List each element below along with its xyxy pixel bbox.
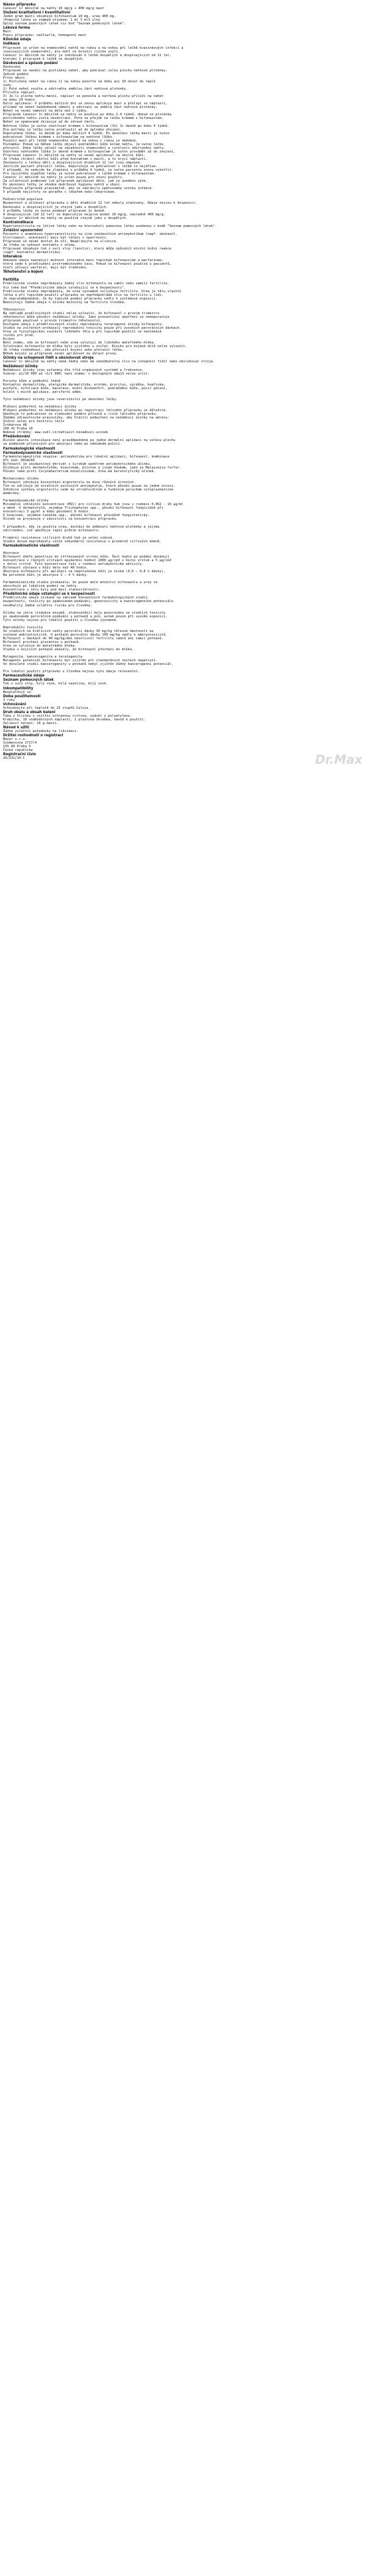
text-line: Je třeba se vyhnout kontaktu s očima. [3, 243, 77, 247]
text-line: Přípravek je určen na onemocnění nehtů na rukou a na nohou při léčbě kvasinkových infekcí a [3, 46, 184, 50]
text-line: Bifonazol prochází placentou u potkanů. [3, 640, 81, 644]
text-line: Neexistují žádné údaje o účinku močoviny na fertilitu člověka. [3, 300, 126, 304]
text-line: Přípravek Canesor 1× měsíčně na nehty se nesmí aplikovat na okolní kůži. [3, 153, 146, 157]
text-line: Kojení [3, 337, 15, 342]
text-line: membrány. [3, 492, 21, 496]
text-line: Není známo, zda se bifonazol nebo urea vylučují do lidského mateřského mléka. [3, 341, 156, 345]
text-line: Koncentrace v séru byly pod mezí stanovitelnosti. [3, 588, 101, 592]
text-line: ATC kód: D01AC60 [3, 458, 35, 462]
text-line: Další aplikace: V průběhu dalších dní se znovu aplikuje mast a přelepí se náplastí, [3, 102, 168, 106]
text-line: Ošetření nehtového lůžka 1× denně krémem s bifonazolem je nutno provádět až do zhojení. [3, 149, 176, 154]
text-line: Hypersenzitivita na léčivé látky nebo na kteroukoli pomocnou látku uvedenou v bodě "Seznam pomocných látek". [3, 224, 217, 228]
text-line: Canesor 1× měsíčně na nehty je určen pouze pro zevní použití. [3, 176, 124, 180]
text-line: 155 00 Praha 5 [3, 745, 31, 749]
text-line: Předklinické údaje získané na základě konvenčních farmakologických studií [3, 596, 148, 600]
text-line: Studie u kojících potkanů ukázaly, že bifonazol přechází do mléka. [3, 648, 134, 652]
text-line: Je třeba chránit okolní kůži před kontaktem s mastí, a to krycí náplastí. [3, 157, 148, 161]
text-line: V případech, kdy je použita urea, dochází ke změknutí nehtové ploténky a jejímu [3, 525, 160, 529]
text-line: Dostupné údaje z předklinických studií neprokázaly teratogenní účinky bifonazolu. [3, 322, 163, 326]
text-line: po opakovaném perorálním podávání u potkanů a psů, avšak pouze při vysoké expozici. [3, 614, 168, 619]
text-line: puchýře, exfoliace kůže, macerace, kožní diskomfort, podráždění kůže, pocit pálení, [3, 386, 168, 390]
section-heading: Léková forma [3, 26, 30, 30]
text-line: koncentrace v různých vrstvách epidermis hodnot 1000 µg/cm3 v horní vrstvě a 5 µg/cm3 [3, 558, 171, 562]
text-line: Urea je fyziologickou součástí lidského těla a při topickém použití se neočekává [3, 330, 162, 334]
text-line: látka a při topickém použití přípravku se nepředpokládá vliv na fertilitu u lidí. [3, 293, 163, 297]
text-line: A dospívajícím (od 12 let) se doporučuje nejprve podat 10 mg/g, následně 400 mg/g. [3, 212, 166, 217]
text-line: Nehet se nesmí namočit na déle než 2 týdny. [3, 109, 88, 113]
text-line: Přiložte náplast. [3, 91, 37, 95]
text-line: První měsíc [3, 76, 25, 80]
text-line: Viz také bod "Předklinické údaje vztahující se k bezpečnosti". [3, 285, 126, 290]
text-line: těhotenství může působit nežádoucí účinky. Jako preventivní opatření se nedoporučuje [3, 315, 170, 319]
text-line: Vylučování bifonazolu do mléka bylo zjištěno u zvířat. Riziko pro kojené dítě nelze vyloučit. [3, 345, 187, 349]
text-line: Absorpce [3, 551, 19, 555]
section-heading: Farmakokinetické vlastnosti [3, 544, 59, 548]
text-line: přípravek používat v prvním trimestru těhotenství. [3, 318, 102, 323]
section-heading: Seznam pomocných látek [3, 678, 54, 683]
text-line: Poruchy kůže a podkožní tkáně [3, 379, 61, 383]
text-line: Primární rezistence citlivých druhů hub je velmi vzácná. [3, 536, 114, 540]
text-line: Během kojení se přípravek nesmí aplikovat na oblast prsou. [3, 352, 118, 356]
text-line: Přípravek Canesor 1× měsíčně na nehty se používá po dobu 2-4 týdnů, dokud se ploténka [3, 113, 171, 117]
text-line: Je třeba rozhodnout, zda přerušit kojení nebo přerušit léčbu. [3, 348, 124, 353]
text-line: Dávkování u dospívajících je stejné jako u dospělých. [3, 205, 109, 209]
section-heading: Doba použitelnosti [3, 694, 41, 698]
text-line: Mechanismus účinku [3, 476, 39, 481]
text-line: Jeden gram masti obsahuje bifonazolum 10 mg, urea 400 mg. [3, 15, 116, 19]
text-line: a méně. U dermatofytů, zejména Trichophyton spp., působí bifonazol fungicidně při [3, 506, 163, 511]
text-line: Farmakokinetická studie prokázala, že pouze malé množství bifonazolu a urey se [3, 581, 158, 585]
text-line: přičemž se nehet každodenně odmočí a odstraní se změklá část nehtové ploténky. [3, 106, 158, 110]
section-heading: Kontraindikace [3, 220, 34, 224]
text-line: Bezpečnost a účinnost přípravku u dětí mladších 12 let nebyly stanoveny. Údaje nejsou k dispozici. [3, 201, 198, 206]
text-line: koncentraci 5 µg/ml a dobu působení 6 hodin. [3, 510, 90, 514]
text-line: 26/231/10-C [3, 756, 25, 761]
section-heading: Farmakologické vlastnosti [3, 447, 56, 451]
text-line: Poznámka: Pokud se během léčby objeví podráždění kůže kolem nehtu, je nutno léčbu [3, 142, 163, 146]
text-line: Způsob podání [3, 72, 29, 76]
text-line [3, 274, 363, 278]
text-line: Jestliže pacient přerušil léčbu, doporučuje se pokračovat v léčbě co nejdříve. [3, 165, 158, 169]
text-line: Těhotenství [3, 307, 25, 312]
text-line: zvýšené embryotoxicitě. U potkanů perorální dávky 100 mg/kg vedly k embryotoxicitě. [3, 633, 168, 637]
section-heading: Indikace [3, 42, 20, 46]
text-line: Preklinické studie neprokázaly žádný vliv bifonazolu na samčí nebo samičí fertilitu. [3, 282, 170, 286]
text-line: Ve dvouleté studii kancerogenity u potkanů nebyl zjištěn žádný kancerogenní potenciál. [3, 662, 174, 667]
text-line: Minimální inhibiční koncentrace (MIC) pro citlivé druhy hub jsou v rozmezí 0,062 - 16 µg/ml [3, 503, 184, 507]
text-line: Tyto nežádoucí účinky jsou reverzibilní po ukončení léčby. [3, 397, 118, 401]
section-heading: Nežádoucí účinky [3, 364, 38, 368]
text-line: klotrimazol, mikonazol) mají být léčeni s opatrností. [3, 235, 109, 240]
text-line: U kvasinek, zejména Candida spp., působí bifonazol převážně fungistaticky. [3, 514, 150, 518]
text-line: Je nepravděpodobné, že by topické podání přípravku vedlo k systémové expozici. [3, 296, 158, 301]
text-line: V případě, že nedojde ke zlepšení v průběhu 4 týdnů, je nutno pacienta znovu vyšetřit. [3, 168, 174, 173]
text-line: 3) Je-li plocha nehtu menší, náplast se ponechá a natřená plochu přiloží na nehet [3, 95, 163, 99]
text-line: 100 41 Praha 10 [3, 427, 33, 431]
text-line: Účinky na játra (indukce enzymů, ztukovatění) byly pozorovány ve studiích toxicity [3, 611, 166, 615]
text-line: Ve studiích na králících vedly perorální dávky 30 mg/kg tělesné hmotnosti ke [3, 629, 154, 633]
text-line: Bifonazol dobře penetruje do infikovaných vrstev kůže. Šest hodin po podání dosahují [3, 554, 170, 559]
text-line: Nehet se opakovaně zkracuje až do zdravé části. [3, 120, 96, 124]
text-line: Absorpce bifonazolu při aplikaci na neporušenou kůži je nízká (0,6 – 0,8 % dávky). [3, 570, 166, 574]
text-line: Hlášení podezření na nežádoucí účinky po registraci léčivého přípravku je důležité. [3, 409, 168, 413]
text-line: Krabička, 10 voděodolných náplastí, 1 plastová škrabka, návod k použití. [3, 717, 146, 722]
text-line: Webové stránky: www.sukl.cz/nahlasit-nezadouci-ucinek [3, 431, 109, 435]
text-line: kterými 1 přípravek k léčbě ve dospělých. [3, 57, 85, 61]
text-line: neodhalily žádné zvláštní riziko pro člověka. [3, 603, 93, 608]
text-line: Bifonazol v dávkách do 40 mg/kg/den neovlivnil fertilitu samců ani samic potkanů. [3, 636, 163, 640]
text-line: Farmakodynamické účinky [3, 499, 49, 503]
text-line: souvisejících onemocnění, ale mohl se bolešit rizika snýtí. [3, 49, 120, 54]
text-line: •Pomocná látka se známým účinkem: 1 ml 3 ml3 vlny [3, 18, 101, 23]
text-line: 1) Postižený nehet na rukou či na nohou ponořte na dobu asi 10 minut do teplé [3, 79, 156, 84]
text-line: Bifonazol zůstává v kůži déle než 48 hodin. [3, 566, 88, 570]
text-line: bezpečnosti, toxicity po opakovaném podávání, genotoxicity a kancerogenního potenciálu [3, 600, 174, 604]
text-line: Působí také proti Corynebacterium minutissimum. Urea má keratolytický účinek. [3, 469, 156, 473]
text-line: Pediatrická populace [3, 198, 43, 202]
text-line: bolest v místě aplikace, periferní edém. [3, 390, 82, 394]
text-line: postiženého nehtu zcela neodstraní. Poté se přejde na léčbu krémem s bifonazolem. [3, 117, 163, 121]
text-line: riziko pro plod. [3, 334, 35, 338]
section-heading: Zvláštní upozornění [3, 228, 43, 232]
watermark-logo: Dr.Max [315, 752, 362, 767]
text-line: Canesor 1× měsíčně na nehty se používá stejně jako u dospělých. [3, 216, 128, 220]
text-line: Urea se vylučuje do mateřského mléka. [3, 644, 77, 648]
text-line: Riziko akutní intoxikace není pravděpodobné po jedné dermální aplikaci na velkou plochu [3, 439, 176, 443]
text-line: Na porušené kůži je absorpce 2 – 4 % dávky. [3, 573, 88, 578]
text-line: Umožňuje to pokračovat ve sledování poměru přínosů a rizik léčivého přípravku. [3, 412, 158, 417]
text-line: Na základě preklinických studií nelze vyloučit, že bifonazol v prvním trimestru [3, 311, 160, 315]
text-line: Mutagenita, kancerogenita a teratogenita [3, 655, 82, 659]
text-line: Tím se odlišuje od ostatních azolových antimykotik, které působí pouze na jedné úrovni. [3, 484, 176, 488]
text-line: Zkušenosti s léčbou dětí a dospívajících mladších 12 let jsou omezené. [3, 160, 142, 165]
text-line: Úplný seznam pomocných látek viz bod "Seznam pomocných látek". [3, 22, 126, 26]
text-line: Dle potřeby je léčbu nutno prodloužit až do úplného zhojení. [3, 127, 122, 132]
section-heading: Držitel rozhodnutí o registraci [3, 734, 63, 738]
text-line: Státní ústav pro kontrolu léčiv [3, 420, 65, 424]
text-line: Inhibice syntézy ergosterolu vede ke strukturálním a funkčním poruchám cytoplazmatické [3, 488, 174, 492]
text-line: V průběhu léčby je nutno podávat přípravek 1x denně. [3, 209, 106, 213]
text-line: Účinek se projevuje v závislosti na koncentraci přípravku. [3, 517, 118, 522]
section-heading: Interakce [3, 255, 22, 259]
text-line: Tuba z hliníku s vnitřní ochrannou vrstvou, uzávěr z polyetylenu. [3, 714, 132, 718]
section-heading: Účinky na schopnost řídit a obsluhovat stroje [3, 356, 94, 361]
text-line: Přípravek se nanáší na postižený nehet, aby pokrýval celou plochu nehtové ploténky. [3, 68, 168, 73]
section-heading: Klinické údaje [3, 38, 31, 42]
section-heading: Fertilita [3, 278, 19, 282]
section-heading: Inkompatibility [3, 686, 34, 691]
text-line: (např. kontaktní dermatitidu). [3, 251, 63, 255]
text-line: absorbuje po lokálním podání na nehty. [3, 584, 79, 589]
section-heading: Druh obalu a obsah balení [3, 710, 56, 714]
text-line: vody. [3, 83, 13, 87]
text-line: Reprodukční toxicita [3, 625, 43, 630]
section-heading: Registrační číslo [3, 753, 36, 757]
section-heading: Farmakodynamické vlastnosti [3, 451, 63, 455]
section-heading: Předklinické údaje vztahující se k bezpečnosti [3, 592, 95, 597]
document-lines [3, 3, 363, 767]
text-line: Mast [3, 30, 11, 34]
text-line: Mutagenní potenciál bifonazolu byl zjištěn při standardních testech negativní. [3, 659, 158, 663]
text-line: Šrobárova 48 [3, 423, 27, 428]
text-line: Pro zajištění úspěšné léčby je nutné pokračovat v léčbě krémem s bifonazolem. [3, 172, 156, 176]
text-line: Účinkuje proti dermatofytům, kvasinkám, plísním a jiným houbám, jako je Malassezia furfur. [3, 465, 182, 470]
text-line: Použití mast při léčbě onemocnění nehtů na nohou i rukou je obdobné. [3, 138, 138, 143]
text-line: Neuplatňuje se. [3, 690, 33, 694]
text-line: Tyto účinky nejsou pro lokální použití u člověka významné. [3, 618, 118, 622]
text-line: Pacienti s anamnézou hypersenzitivity na jiné imidazolové antimykotikum (např. ekonazol, [3, 232, 178, 236]
text-line: Přípravek se nesmí dostat do očí. Neaplikujte na sliznice. [3, 239, 118, 243]
section-heading: Předávkování [3, 435, 30, 439]
text-line: Uchovávejte při teplotě do 25 stupňů Celsia. [3, 706, 90, 710]
text-line: Siemensova 2717/4 [3, 741, 37, 745]
section-heading: Uchovávání [3, 702, 26, 706]
section-heading: Dávkování a způsob podání [3, 61, 58, 65]
text-line: Farmakoterapeutická skupina: antimykotika pro lokální aplikaci, bifonazol, kombinace [3, 454, 170, 459]
text-line: Nežádoucí účinky jsou seřazeny dle tříd orgánových systémů a frekvence. [3, 368, 144, 372]
text-line: na dobu 24 hodin. [3, 98, 37, 102]
text-line: odstranění, což umožňuje lepší průnik bifonazolu. [3, 528, 101, 533]
text-line: Velikost balení: 10 g masti. [3, 721, 59, 725]
text-line: 2) Poté nehet osušte a odstraňte změklou část nehtové ploténky. [3, 87, 128, 91]
text-line: Preklinické studie neprokázaly, že urea významně ovlivňuje fertilitu. Urea je tělu vlastní [3, 289, 182, 293]
section-heading: Název přípravku [3, 3, 36, 7]
text-line: Žádáme zdravotnické pracovníky, aby hlásili podezření na nežádoucí účinky na adresu: [3, 416, 170, 420]
section-heading: Návod k užití [3, 726, 29, 730]
text-line: Přípravek obsahuje tuk z ovčí vlny (lanolin), který může způsobit místní kožní reakce [3, 247, 171, 251]
text-line: přerušit. Doba léčby záleží na závažnosti onemocnění a rychlosti odstranění nehtu. [3, 146, 166, 150]
text-line: Pro lokální použití přípravku u člověka nejsou tyto údaje relevantní. [3, 670, 140, 674]
text-line: Používejte přípravek pravidelně, aby se zabránilo opětovnému vzniku infekce. [3, 187, 154, 191]
text-line: Dávkování [3, 65, 21, 69]
text-line: Za zvláštních podmínek lze přípravek aplikovat déle, jak je uvedeno výše. [3, 179, 148, 184]
text-line: V případě nejistoty se poraďte s lékařem nebo lékárníkem. [3, 190, 116, 195]
text-line: za podmínek příznivých pro absorpci nebo po náhodném požití. [3, 442, 122, 447]
text-line: Po ukončení léčby je vhodné dodržovat hygienu nehtů a obuvi. [3, 183, 122, 187]
text-line: Bifonazol inhibuje biosyntézu ergosterolu na dvou různých úrovních. [3, 480, 136, 484]
text-line: Studie na zvířatech prokázaly reprodukční toxicitu pouze při vysokých perorálních dávkách. [3, 326, 182, 331]
text-line: Tuk z ovčí vlny, bílý vosk, bílá vazelína, bílý vosk. [3, 682, 109, 686]
text-line: Česká republika [3, 748, 33, 753]
section-heading: Těhotenství a kojení [3, 270, 43, 274]
text-line: která vede k prodloužení protrombinového času. Pokud se bifonazol používá u pacientů, [3, 262, 171, 267]
text-line: Vzácné: ≥1/10 000 až <1/1 000; není známo: z dostupných údajů nelze určit. [3, 371, 150, 376]
text-line: pokračovat léčbou krémem s bifonazolem na nehtové lůžko. [3, 135, 114, 139]
text-line: Žádné zvláštní požadavky na likvidaci. [3, 730, 79, 734]
text-line: v dolní vrstvě. Tyto koncentrace leží v rozmezí antimykotické aktivity. [3, 562, 144, 566]
text-line: Bayer s.r.o. [3, 737, 27, 742]
text-line: Canesor 1× měsíčně na nehty je indikován k léčbě dospělých a dospívajících od 12 let, [3, 53, 171, 57]
text-line: Kontaktní dermatitida, alergická dermatitida, erytém, pruritus, vyrážka, kopřivka, [3, 382, 166, 387]
text-line: 3 roky [3, 698, 15, 702]
text-line: Popis přípravku: nažloutlá, homogenní mast [3, 34, 87, 38]
text-line: Canesor 1× měsíčně na nehty 10 mg/g + 400 mg/g mast [3, 7, 104, 11]
text-line: Hlášení podezření na nežádoucí účinky [3, 405, 77, 409]
section-heading: Složení kvalitativní i kvantitativní [3, 11, 71, 15]
text-line: kteří užívají warfarin, mají být sledováni. [3, 266, 88, 270]
text-line: Canesor 1× měsíčně na nehty nemá žádný nebo má zanedbatelný vliv na schopnost řídit nebo obsluhovat stroje. [3, 360, 215, 364]
section-heading: Farmaceutické údaje [3, 674, 45, 678]
text-line: Nehtové lůžko je nutno ošetřovat krémem s bifonazolem (1%) 1× denně po dobu 4 týdnů. [3, 124, 170, 128]
text-line: Doporučená léčba: 1x denně po dobu dalších 4 týdnů. Po ukončení léčby mastí je nutno [3, 131, 170, 135]
text-line: Bifonazol je imidazolový derivát s širokým spektrem antimykotického účinku. [3, 462, 152, 466]
document-body [0, 0, 366, 767]
text-line: Omezené údaje naznačují možnost interakce mezi topickým bifonazolem a warfarinem, [3, 259, 163, 263]
text-line: Studie dosud neprokázaly vznik sekundární rezistence u primárně citlivých kmenů. [3, 539, 162, 544]
